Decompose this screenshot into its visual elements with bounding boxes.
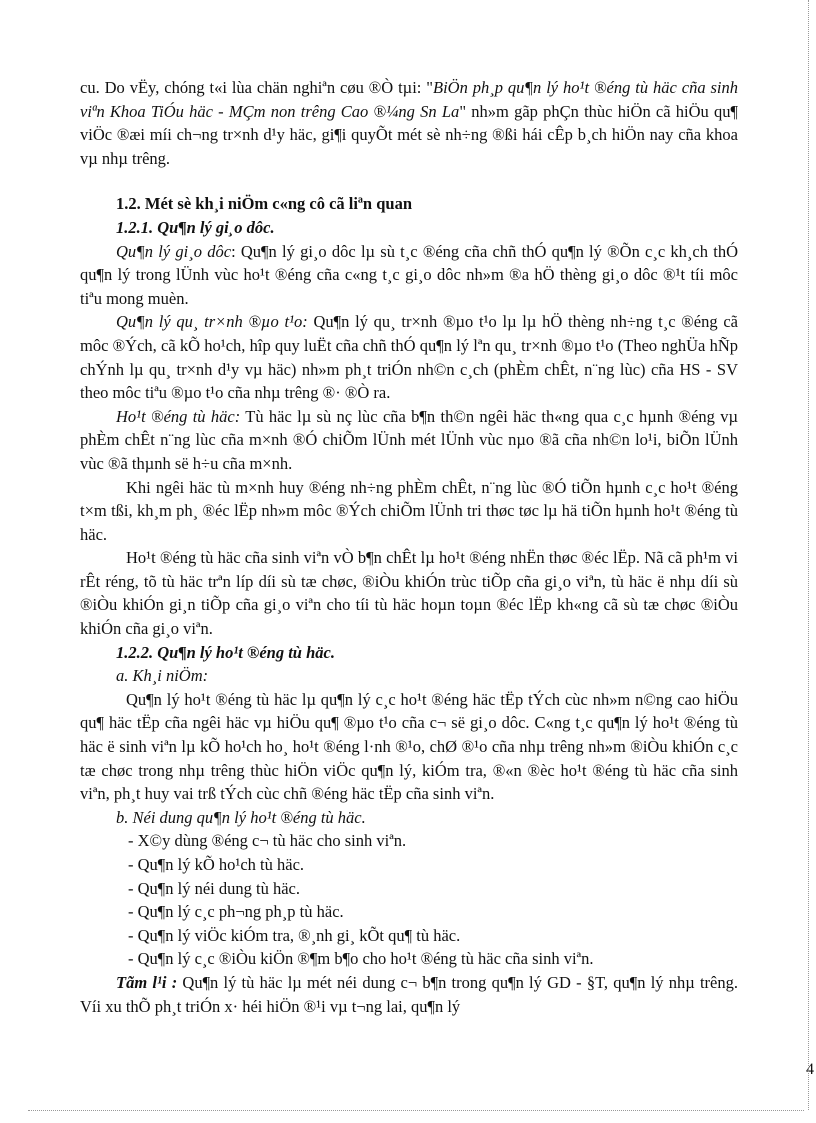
definition-text: : Qu¶n lý gi¸o dôc lµ sù t¸c ®éng cña chñ thÓ qu¶n lý ®Õn c¸c kh¸ch thÓ qu¶n lý trong lÜnh vùc ho¹t ®éng cña c«ng t¸c gi¸o dôc nh»m ®a hÖ thèng gi¸o dôc ®¹t tíi môc tiªu mong muèn.	[80, 241, 738, 308]
summary-paragraph	[80, 971, 738, 1018]
intro-text-2: " nh»m gãp phÇn thùc hiÖn cã hiÖu qu¶ viÖc ®æi míi ch¬ng tr×nh d¹y häc, gi¶i quyÕt mét sè nh÷ng ®ßi hái cÊp b¸ch hiÖn nay cña khoa vµ nhµ trêng.	[80, 101, 738, 168]
intro-paragraph	[80, 76, 738, 170]
definition-training-process	[80, 310, 738, 404]
list-item: - Qu¶n lý kÕ ho¹ch tù häc.	[128, 855, 305, 874]
list-item: - Qu¶n lý c¸c ph¬ng ph¸p tù häc.	[128, 902, 344, 922]
subsection-heading-1-2-2: 1.2.2. Qu¶n lý ho¹t ®éng tù häc.	[116, 642, 335, 662]
section-heading-1-2: 1.2. Mét sè kh¸i niÖm c«ng cô cã liªn quan	[116, 194, 413, 214]
document-page	[80, 76, 738, 1018]
body-paragraph: Ho¹t ®éng tù häc cña sinh viªn vÒ b¶n chÊt lµ ho¹t ®éng nhËn thøc ®éc lËp. Nã cã ph¹m vi rÊt réng, tõ tù häc trªn líp díi sù tæ chøc, ®iÒu khiÓn trùc tiÕp cña gi¸o viªn, tù häc ë nhµ díi sù ®iÒu khiÓn gi¸n tiÕp cña gi¸o viªn cho tíi tù häc hoµn toµn ®éc lËp kh«ng cã sù tæ chøc ®iÒu khiÓn cña gi¸o viªn.	[80, 548, 738, 639]
definition-text: Qu¶n lý qu¸ tr×nh ®µo t¹o lµ lµ hÖ thèng nh÷ng t¸c ®éng cã môc ®Ých, cã kÕ ho¹ch, hîp quy luËt cña chñ thÓ qu¶n lý lªn qu¸ tr×nh ®µo t¹o (Theo nghÜa hÑp chÝnh lµ qu¸ tr×nh d¹y vµ häc) nh»m ph¸t triÓn nh©n c¸ch (phÈm chÊt, n¨ng lùc) cña HS - SV theo môc tiªu ®µo t¹o cña nhµ trêng ®· ®Ò ra.	[80, 312, 739, 403]
list-item: - Qu¶n lý c¸c ®iÒu kiÖn ®¶m b¶o cho ho¹t ®éng tù häc cña sinh viªn.	[128, 949, 594, 969]
subsection-heading-1-2-1: 1.2.1. Qu¶n lý gi¸o dôc.	[116, 217, 275, 237]
list-item: - Qu¶n lý viÖc kiÓm tra, ®¸nh gi¸ kÕt qu¶ tù häc.	[128, 925, 461, 945]
intro-text-1: cu. Do vËy, chóng t«i lùa chän nghiªn cøu ®Ò tµi: "	[80, 78, 434, 97]
subheading-b: b. Néi dung qu¶n lý ho¹t ®éng tù häc.	[116, 807, 366, 827]
summary-label: Tãm l¹i :	[116, 972, 178, 992]
term-training-process: Qu¶n lý qu¸ tr×nh ®µo t¹o:	[116, 312, 308, 332]
spacer	[80, 170, 738, 192]
summary-text: Qu¶n lý tù häc lµ mét néi dung c¬ b¶n trong qu¶n lý GD - §T, qu¶n lý nhµ trêng. Víi xu thÕ ph¸t triÓn x· héi hiÖn ®¹i vµ t¬ng lai, qu¶n lý	[80, 972, 738, 1016]
definition-text: Tù häc lµ sù nç lùc cña b¶n th©n ngêi häc th«ng qua c¸c hµnh ®éng vµ phÈm chÊt n¨ng lùc cña m×nh ®Ó chiÕm lÜnh mét lÜnh vùc nµo ®ã cña nh©n lo¹i, biÕn lÜnh vùc ®ã thµnh së h÷u cña m×nh.	[80, 406, 738, 473]
page-number: 4	[806, 1061, 814, 1078]
body-paragraph: Khi ngêi häc tù m×nh huy ®éng nh÷ng phÈm chÊt, n¨ng lùc ®Ó tiÕn hµnh c¸c ho¹t ®éng t×m tßi, kh¸m ph¸ ®éc lËp nh»m môc ®Ých chiÕm lÜnh tri thøc tøc lµ hä tiÕn hµnh ho¹t ®éng tù häc.	[80, 477, 738, 544]
definition-education-management	[80, 240, 738, 311]
list-item: - Qu¶n lý néi dung tù häc.	[128, 878, 300, 898]
thesis-title: BiÖn ph¸p qu¶n lý ho¹t ®éng tù häc cña sinh viªn Khoa TiÓu häc - MÇm non trêng Cao ®¼ng Sn La	[80, 78, 738, 121]
page-bottom-edge	[28, 1110, 804, 1111]
page-right-edge	[808, 0, 809, 1110]
subheading-a: a. Kh¸i niÖm:	[116, 666, 209, 686]
definition-self-study	[80, 405, 738, 476]
content-list	[80, 829, 738, 971]
list-item: - X©y dùng ®éng c¬ tù häc cho sinh viªn.	[128, 831, 407, 851]
term-education-management: Qu¶n lý gi¸o dôc	[116, 241, 232, 261]
body-paragraph: Qu¶n lý ho¹t ®éng tù häc lµ qu¶n lý c¸c ho¹t ®éng häc tËp tÝch cùc nh»m n©ng cao hiÖu qu¶ häc tËp cña ngêi häc vµ hiÖu qu¶ ®µo t¹o cña c¬ së gi¸o dôc. C«ng t¸c qu¶n lý ho¹t ®éng tù häc ë sinh viªn lµ kÕ ho¹ch ho¸ ho¹t ®éng l·nh ®¹o, chØ ®¹o cña nhµ trêng nh»m ®iÒu khiÓn c¸c tæ chøc trong nhµ trêng thùc hiÖn viÖc qu¶n lý, kiÓm tra, ®«n ®èc ho¹t ®éng tù häc cña sinh viªn, ph¸t huy vai trß tÝch cùc chñ ®éng häc tËp cña sinh viªn.	[80, 689, 738, 804]
term-self-study: Ho¹t ®éng tù häc:	[116, 406, 241, 426]
